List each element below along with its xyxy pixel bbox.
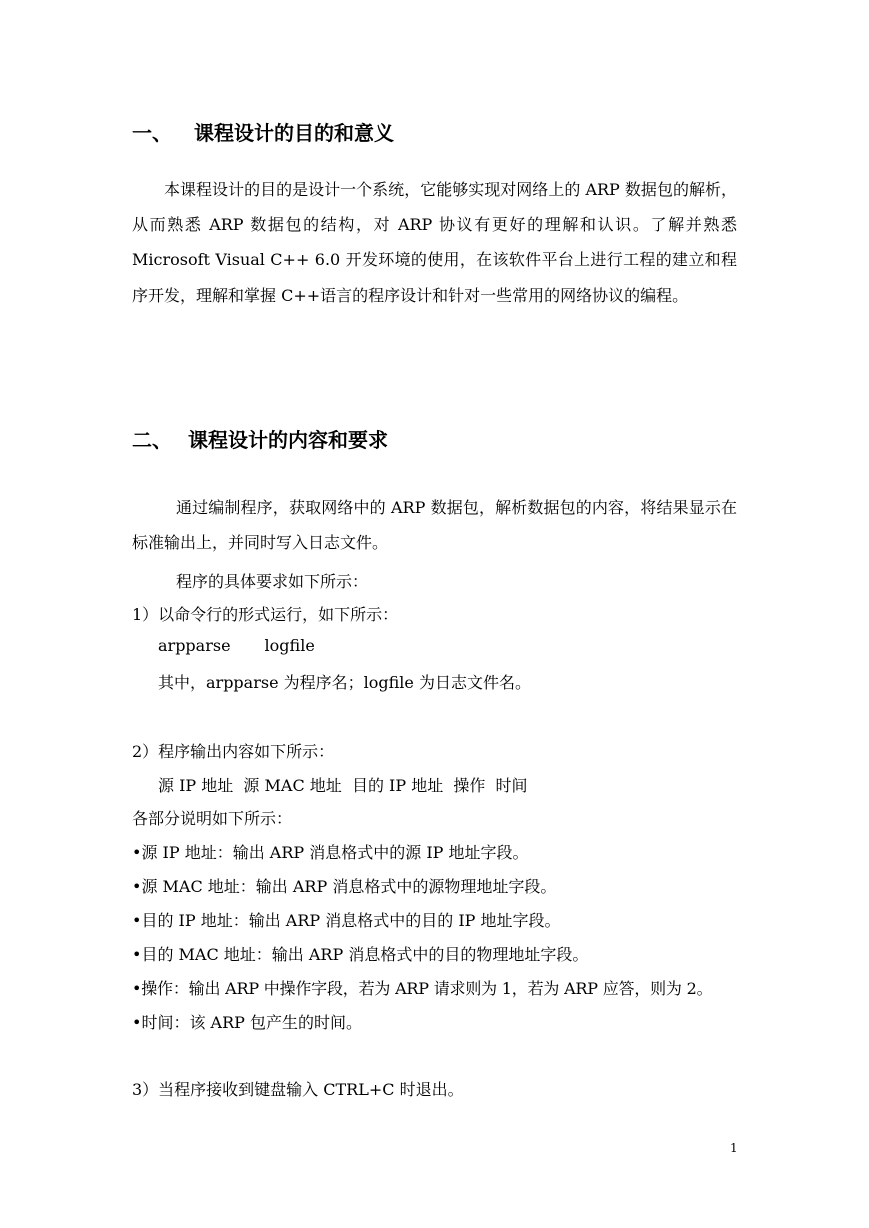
requirement-1-command	[158, 636, 315, 655]
bullet-time: •时间：该 ARP 包产生的时间。	[132, 1013, 362, 1032]
section-1-heading	[132, 117, 394, 146]
command-program: arpparse	[158, 636, 231, 655]
bullet-dest-mac: •目的 MAC 地址：输出 ARP 消息格式中的目的物理地址字段。	[132, 945, 589, 964]
section-2-heading	[132, 424, 388, 453]
section-1-paragraph: 本课程设计的目的是设计一个系统，它能够实现对网络上的 ARP 数据包的解析，从而熟悉 ARP 数据包的结构，对 ARP 协议有更好的理解和认识。了解并熟悉 Microsoft Visual C++ 6.0 开发环境的使用，在该软件平台上进行工程的建立和程序开发，理解和掌握 C++语言的程序设计和针对一些常用的网络协议的编程。	[132, 180, 737, 305]
requirement-3: 3）当程序接收到键盘输入 CTRL+C 时退出。	[132, 1080, 464, 1099]
bullet-dest-ip: •目的 IP 地址：输出 ARP 消息格式中的目的 IP 地址字段。	[132, 911, 561, 930]
requirement-2-title: 2）程序输出内容如下所示：	[132, 742, 335, 761]
requirement-1-title: 1）以命令行的形式运行，如下所示：	[132, 605, 399, 624]
bullet-operation: •操作：输出 ARP 中操作字段，若为 ARP 请求则为 1，若为 ARP 应答，则为 2。	[132, 979, 713, 998]
requirement-1-note: 其中，arpparse 为程序名；logfile 为日志文件名。	[158, 673, 531, 692]
bullet-source-ip: •源 IP 地址：输出 ARP 消息格式中的源 IP 地址字段。	[132, 843, 529, 862]
section-2-title: 课程设计的内容和要求	[188, 428, 388, 452]
section-2-paragraph: 通过编制程序，获取网络中的 ARP 数据包，解析数据包的内容，将结果显示在标准输出上，并同时写入日志文件。	[132, 498, 737, 553]
section-2-number: 二、	[132, 428, 172, 452]
section-1-title: 课程设计的目的和意义	[194, 121, 394, 145]
page-number: 1	[730, 1141, 738, 1155]
section-1-number: 一、	[132, 121, 172, 145]
bullet-source-mac: •源 MAC 地址：输出 ARP 消息格式中的源物理地址字段。	[132, 877, 557, 896]
command-argument: logfile	[264, 636, 315, 655]
requirement-2-fields: 源 IP 地址 源 MAC 地址 目的 IP 地址 操作 时间	[158, 776, 528, 795]
requirement-2-desc-intro: 各部分说明如下所示：	[132, 809, 293, 828]
requirements-intro: 程序的具体要求如下所示：	[176, 572, 369, 591]
